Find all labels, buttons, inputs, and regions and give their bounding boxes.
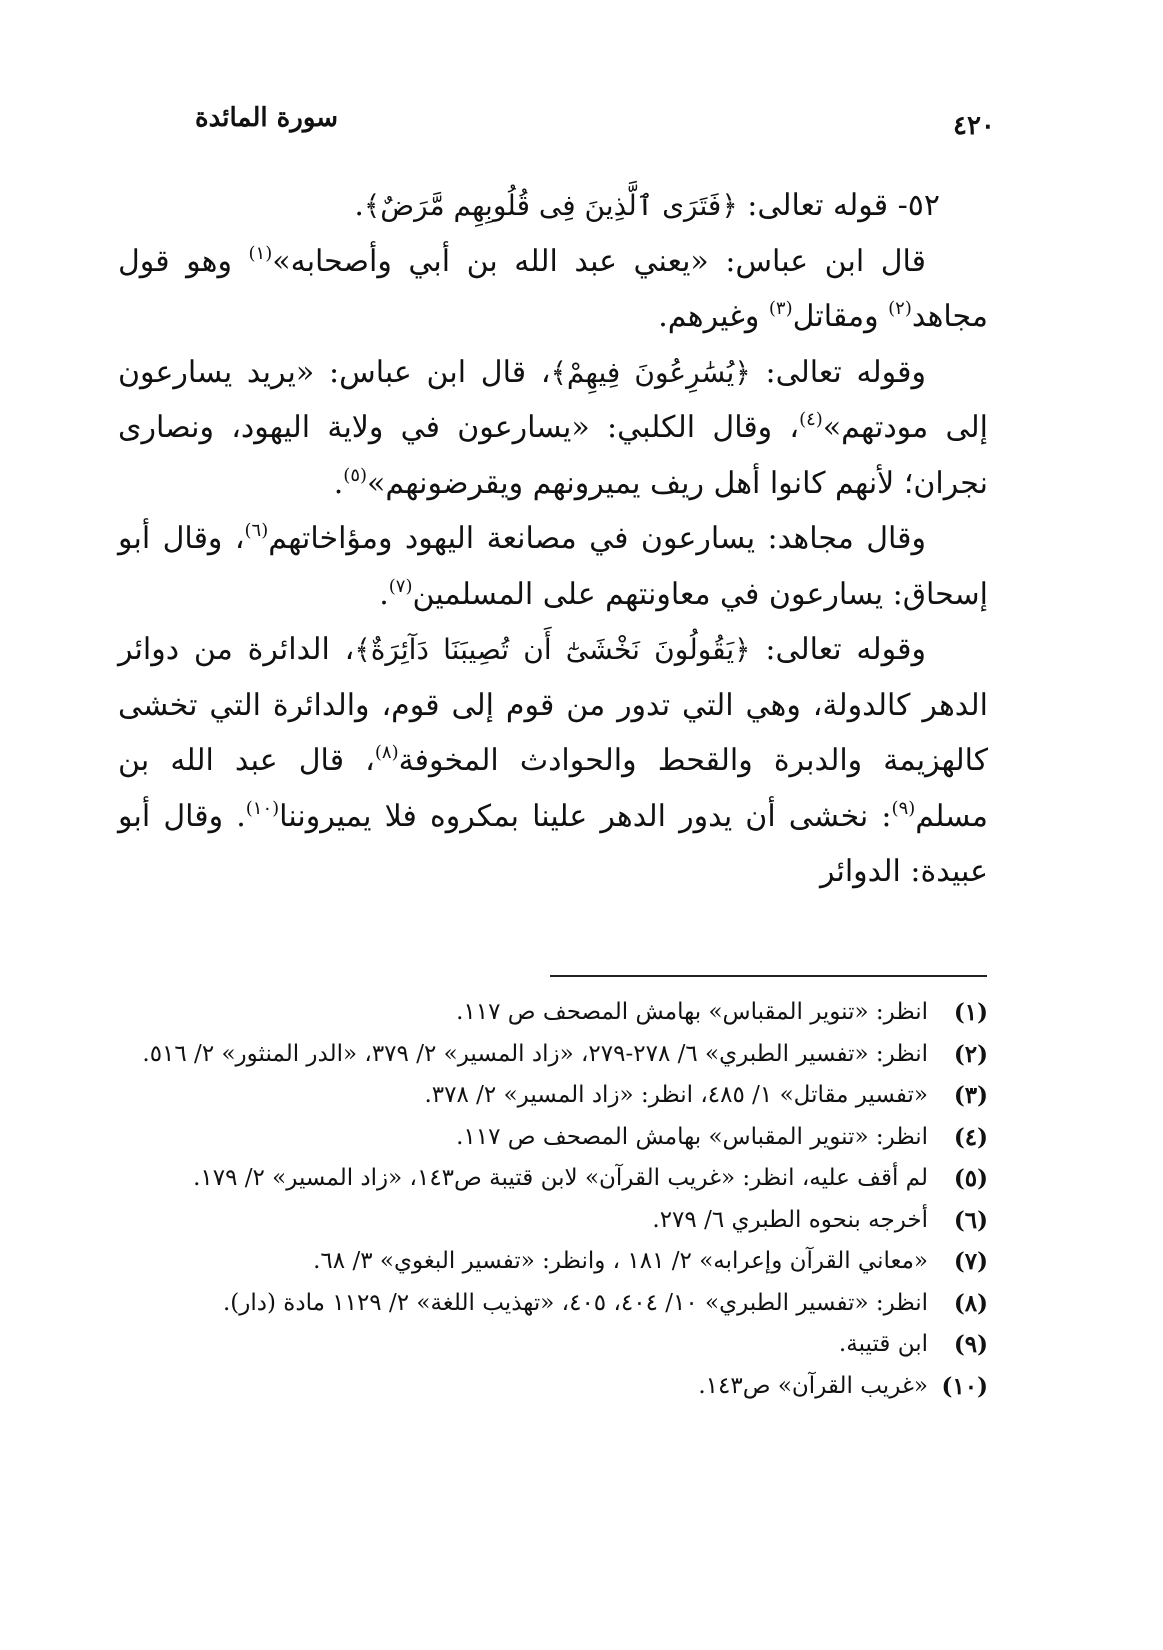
footnote-ref: (٣) <box>768 298 793 319</box>
footnote-ref: (٢) <box>888 298 912 319</box>
surah-title: سورة المائدة <box>195 103 339 133</box>
main-text <box>118 178 988 900</box>
running-header <box>195 103 995 143</box>
footnote-number: (١) <box>953 999 988 1026</box>
footnote <box>100 1241 988 1283</box>
footnote-text: انظر: «تنوير المقباس» بهامش المصحف ص ١١٧. <box>456 1123 928 1150</box>
footnote <box>100 1324 988 1366</box>
footnote-ref: (٥) <box>343 464 368 486</box>
paragraph-mujahid: وقال مجاهد: يسارعون في مصانعة اليهود ومؤاخاتهم$^{(٦)}$، وقال أبو إسحاق: يسارعون في معاونتهم على المسلمين$^{(٧)}$. <box>118 520 988 612</box>
footnote-number: (٨) <box>953 1289 988 1317</box>
footnote-number: (٣) <box>953 1082 988 1109</box>
footnote <box>100 1158 988 1200</box>
footnote-ref: (٤) <box>799 409 823 430</box>
footnote <box>100 1117 988 1159</box>
paragraph-yusariun: وقوله تعالى: ﴿يُسَٰرِعُونَ فِيهِمْ﴾، قال ابن عباس: «يريد يسارعون إلى مودتهم»$^{(٤)}$، وقال الكلبي: «يسارعون في ولاية اليهود، ونصارى نجران؛ لأنهم كانوا أهل ريف يميرونهم ويقرضونهم»$^{(٥)}$. <box>118 354 988 501</box>
footnote-number: (٦) <box>953 1206 988 1234</box>
footnote <box>100 1283 988 1325</box>
footnote-ref: (٦) <box>244 520 269 541</box>
footnote-ref: (٩) <box>891 797 916 819</box>
paragraph-daira: وقوله تعالى: ﴿يَقُولُونَ نَخْشَىٰٓ أَن تُصِيبَنَا دَآئِرَةٌ﴾، الدائرة من دوائر الدهر كالدولة، وهي التي تدور من قوم إلى قوم، والدائرة التي تخشى كالهزيمة والدبرة والقحط والحوادث المخوفة$^{(٨)}$، قال عبد الله بن مسلم$^{(٩)}$: نخشى أن يدور الدهر علينا بمكروه فلا يميروننا$^{(١٠)}$. وقال أبو عبيدة: الدوائر <box>118 632 989 889</box>
footnote-text: لم أقف عليه، انظر: «غريب القرآن» لابن قتيبة ص١٤٣، «زاد المسير» ٢/ ١٧٩. <box>193 1165 928 1191</box>
footnote-ref: (١) <box>248 242 273 264</box>
footnote-text: «غريب القرآن» ص١٤٣. <box>698 1372 928 1399</box>
footnote <box>100 1075 988 1117</box>
footnotes <box>100 992 988 1407</box>
page-number: ٤٢٠ <box>953 111 995 141</box>
quran-verse: ﴿يُسَٰرِعُونَ فِيهِمْ﴾ <box>550 355 751 389</box>
footnote-number: (٩) <box>953 1331 988 1358</box>
footnote-number: (٤) <box>953 1123 988 1151</box>
footnote-text: أخرجه بنحوه الطبري ٦/ ٢٧٩. <box>652 1206 928 1233</box>
footnote-number: (٢) <box>953 1040 988 1068</box>
footnote <box>100 1034 988 1076</box>
footnote <box>100 992 988 1034</box>
footnote-separator <box>550 975 987 977</box>
footnote-number: (١٠) <box>941 1372 988 1400</box>
footnote-number: (٧) <box>953 1248 988 1275</box>
quran-verse: ﴿يَقُولُونَ نَخْشَىٰٓ أَن تُصِيبَنَا دَآئِرَةٌ﴾ <box>354 633 751 666</box>
footnote-text: «تفسير مقاتل» ١/ ٤٨٥، انظر: «زاد المسير» ٢/ ٣٧٨. <box>424 1082 928 1108</box>
footnote-text: انظر: «تفسير الطبري» ١٠/ ٤٠٤، ٤٠٥، «تهذيب اللغة» ٢/ ١١٢٩ مادة (دار). <box>222 1289 928 1316</box>
footnote-ref: (٨) <box>374 742 399 763</box>
footnote <box>100 1366 988 1408</box>
footnote-text: انظر: «تفسير الطبري» ٦/ ٢٧٨-٢٧٩، «زاد المسير» ٢/ ٣٧٩، «الدر المنثور» ٢/ ٥١٦. <box>142 1040 928 1067</box>
footnote-text: «معاني القرآن وإعرابه» ٢/ ١٨١ ، وانظر: «تفسير البغوي» ٣/ ٦٨. <box>313 1248 928 1274</box>
paragraph-verse-52: ٥٢- قوله تعالى: ﴿فَتَرَى ٱلَّذِينَ فِى قُلُوبِهِم مَّرَضٌ﴾. <box>354 188 940 223</box>
footnote-text: ابن قتيبة. <box>838 1331 928 1357</box>
footnote-ref: (٧) <box>388 575 413 597</box>
footnote-number: (٥) <box>953 1165 988 1192</box>
paragraph-ibn-abbas: قال ابن عباس: «يعني عبد الله بن أبي وأصحابه»$^{(١)}$ وهو قول مجاهد$^{(٢)}$ ومقاتل$^{(٣)}$ وغيرهم. <box>118 242 988 334</box>
footnote-text: انظر: «تنوير المقباس» بهامش المصحف ص ١١٧. <box>456 999 928 1025</box>
quran-verse: ﴿فَتَرَى ٱلَّذِينَ فِى قُلُوبِهِم مَّرَضٌ﴾ <box>363 189 738 222</box>
footnote-ref: (١٠) <box>245 797 280 819</box>
footnote <box>100 1200 988 1242</box>
